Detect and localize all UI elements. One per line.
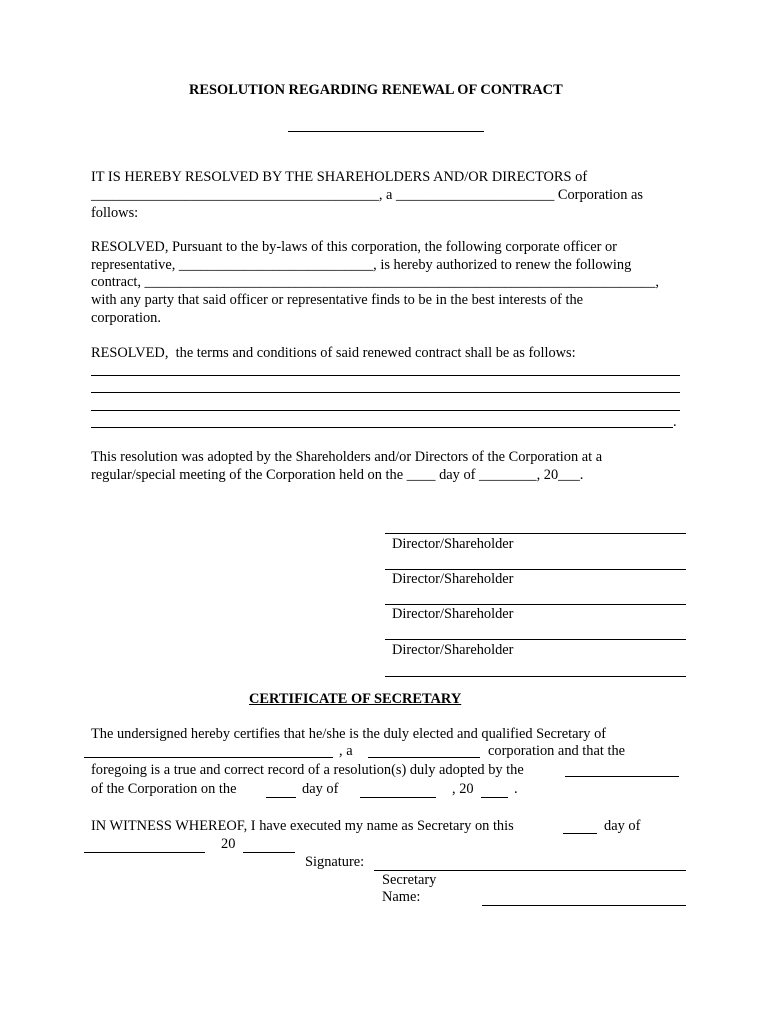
- intro-line-3: follows:: [91, 205, 139, 221]
- secretary-signature-line[interactable]: [374, 870, 686, 871]
- adoption-line-2: regular/special meeting of the Corporation held on the ____ day of ________, 20___.: [91, 467, 584, 483]
- witness-day-label: day of: [604, 818, 641, 834]
- director-signature-label: Director/Shareholder: [392, 536, 514, 552]
- secretary-label-1: Secretary: [382, 872, 437, 888]
- director-signature-label: Director/Shareholder: [392, 606, 514, 622]
- certificate-line-3: foregoing is a true and correct record of a resolution(s) duly adopted by the: [91, 762, 524, 778]
- director-signature-line[interactable]: [385, 604, 686, 605]
- witness-year-label: 20: [221, 836, 236, 852]
- signature-label: Signature:: [305, 854, 365, 870]
- adopting-body-blank[interactable]: [565, 776, 679, 777]
- certificate-line-4c: , 20: [452, 781, 474, 797]
- certificate-line-2a: , a: [339, 743, 353, 759]
- intro-line-2: ________________________________________, a ______________________ Corporation as: [91, 187, 644, 203]
- certificate-line-1: The undersigned hereby certifies that he/she is the duly elected and qualified Secretary of: [91, 726, 607, 742]
- title-underline-blank[interactable]: [288, 131, 484, 132]
- director-signature-label: Director/Shareholder: [392, 642, 514, 658]
- terms-blank-line[interactable]: [91, 375, 680, 376]
- terms-blank-line[interactable]: [91, 427, 673, 428]
- resolved-1-line-2: representative, ___________________________, is hereby authorized to renew the following: [91, 257, 632, 273]
- resolved-1-line-3: contract, _______________________________________________________________________,: [91, 274, 660, 290]
- director-signature-label: Director/Shareholder: [392, 571, 514, 587]
- certificate-line-4a: of the Corporation on the: [91, 781, 237, 797]
- certificate-title: CERTIFICATE OF SECRETARY: [249, 691, 462, 707]
- witness-line: IN WITNESS WHEREOF, I have executed my name as Secretary on this: [91, 818, 514, 834]
- secretary-label-2: Name:: [382, 889, 421, 905]
- intro-line-1: IT IS HEREBY RESOLVED BY THE SHAREHOLDERS AND/OR DIRECTORS of: [91, 169, 588, 185]
- director-signature-line[interactable]: [385, 533, 686, 534]
- resolved-2-line-1: RESOLVED, the terms and conditions of said renewed contract shall be as follows:: [91, 345, 576, 361]
- document-title: RESOLUTION REGARDING RENEWAL OF CONTRACT: [189, 82, 563, 98]
- certificate-month-blank[interactable]: [360, 797, 436, 798]
- director-signature-line[interactable]: [385, 676, 686, 677]
- certificate-year-blank[interactable]: [481, 797, 508, 798]
- witness-year-blank[interactable]: [243, 852, 295, 853]
- certificate-line-4b: day of: [302, 781, 339, 797]
- witness-month-blank[interactable]: [84, 852, 205, 853]
- certificate-day-blank[interactable]: [266, 797, 296, 798]
- secretary-name-line[interactable]: [482, 905, 686, 906]
- director-signature-line[interactable]: [385, 569, 686, 570]
- certificate-line-4d: .: [514, 781, 518, 797]
- terms-blank-line[interactable]: [91, 392, 680, 393]
- adoption-line-1: This resolution was adopted by the Shareholders and/or Directors of the Corporation at a: [91, 449, 603, 465]
- certificate-line-2b: corporation and that the: [488, 743, 626, 759]
- corporation-name-blank[interactable]: [84, 757, 333, 758]
- resolved-1-line-4: with any party that said officer or representative finds to be in the best interests of the: [91, 292, 584, 308]
- witness-day-blank[interactable]: [563, 833, 597, 834]
- resolved-1-line-1: RESOLVED, Pursuant to the by-laws of this corporation, the following corporate officer or: [91, 239, 617, 255]
- director-signature-line[interactable]: [385, 639, 686, 640]
- terms-end-period: .: [673, 414, 677, 430]
- state-blank[interactable]: [368, 757, 480, 758]
- resolved-1-line-5: corporation.: [91, 310, 161, 326]
- terms-blank-line[interactable]: [91, 410, 680, 411]
